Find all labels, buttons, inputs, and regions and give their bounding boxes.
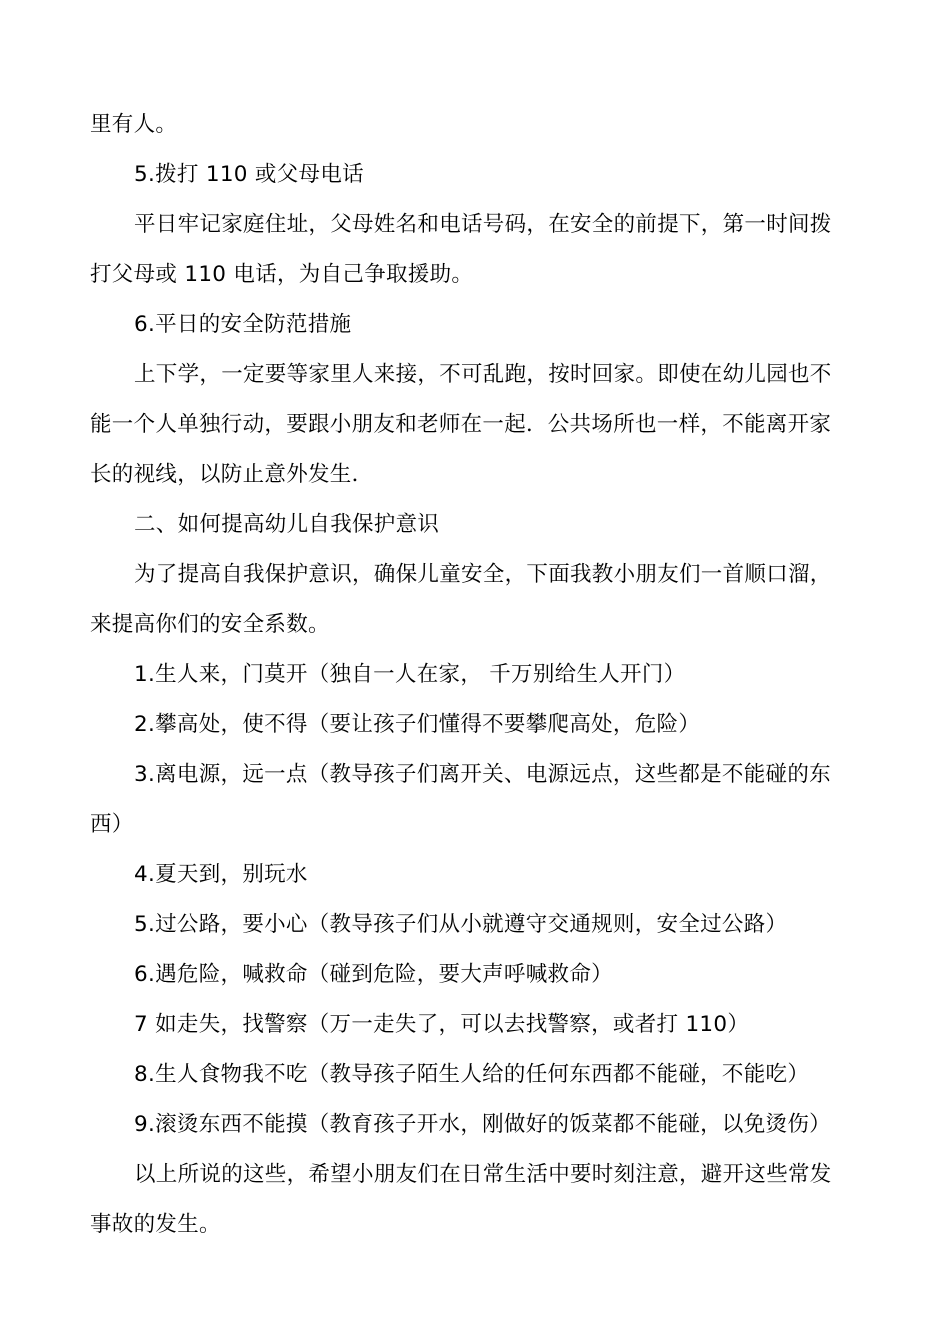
paragraph-line: 能一个人单独行动，要跟小朋友和老师在一起．公共场所也一样，不能离开家 <box>90 412 832 437</box>
list-item: 4.夏天到，别玩水 <box>134 862 308 887</box>
list-item: 6.遇危险，喊救命（碰到危险，要大声呼喊救命） <box>134 962 613 987</box>
list-item: 7 如走失，找警察（万一走失了，可以去找警察，或者打 110） <box>134 1012 750 1037</box>
section-heading: 6.平日的安全防范措施 <box>134 312 352 337</box>
list-item-continuation: 西） <box>90 812 134 837</box>
paragraph-line: 打父母或 110 电话，为自己争取援助。 <box>90 262 474 287</box>
section-heading: 5.拨打 110 或父母电话 <box>134 162 364 187</box>
list-item: 9.滚烫东西不能摸（教育孩子开水，刚做好的饭菜都不能碰，以免烫伤） <box>134 1112 831 1137</box>
paragraph-line: 为了提高自我保护意识，确保儿童安全，下面我教小朋友们一首顺口溜， <box>134 562 832 587</box>
list-item: 1.生人来，门莫开（独自一人在家， 千万别给生人开门） <box>134 662 686 687</box>
list-item: 2.攀高处，使不得（要让孩子们懂得不要攀爬高处，危险） <box>134 712 701 737</box>
document-body <box>90 100 860 1250</box>
list-item: 8.生人食物我不吃（教导孩子陌生人给的任何东西都不能碰，不能吃） <box>134 1062 810 1087</box>
list-item: 5.过公路，要小心（教导孩子们从小就遵守交通规则，安全过公路） <box>134 912 788 937</box>
section-heading: 二、如何提高幼儿自我保护意识 <box>134 512 440 537</box>
paragraph-line: 以上所说的这些，希望小朋友们在日常生活中要时刻注意，避开这些常发 <box>134 1162 832 1187</box>
list-item: 3.离电源，远一点（教导孩子们离开关、电源远点，这些都是不能碰的东 <box>134 762 831 787</box>
paragraph-line: 平日牢记家庭住址，父母姓名和电话号码，在安全的前提下，第一时间拨 <box>134 212 832 237</box>
paragraph-line: 事故的发生。 <box>90 1212 221 1237</box>
paragraph-line: 上下学，一定要等家里人来接，不可乱跑，按时回家。即使在幼儿园也不 <box>134 362 832 387</box>
text-line: 里有人。 <box>90 112 178 137</box>
paragraph-line: 长的视线，以防止意外发生． <box>90 462 374 487</box>
paragraph-line: 来提高你们的安全系数。 <box>90 612 330 637</box>
